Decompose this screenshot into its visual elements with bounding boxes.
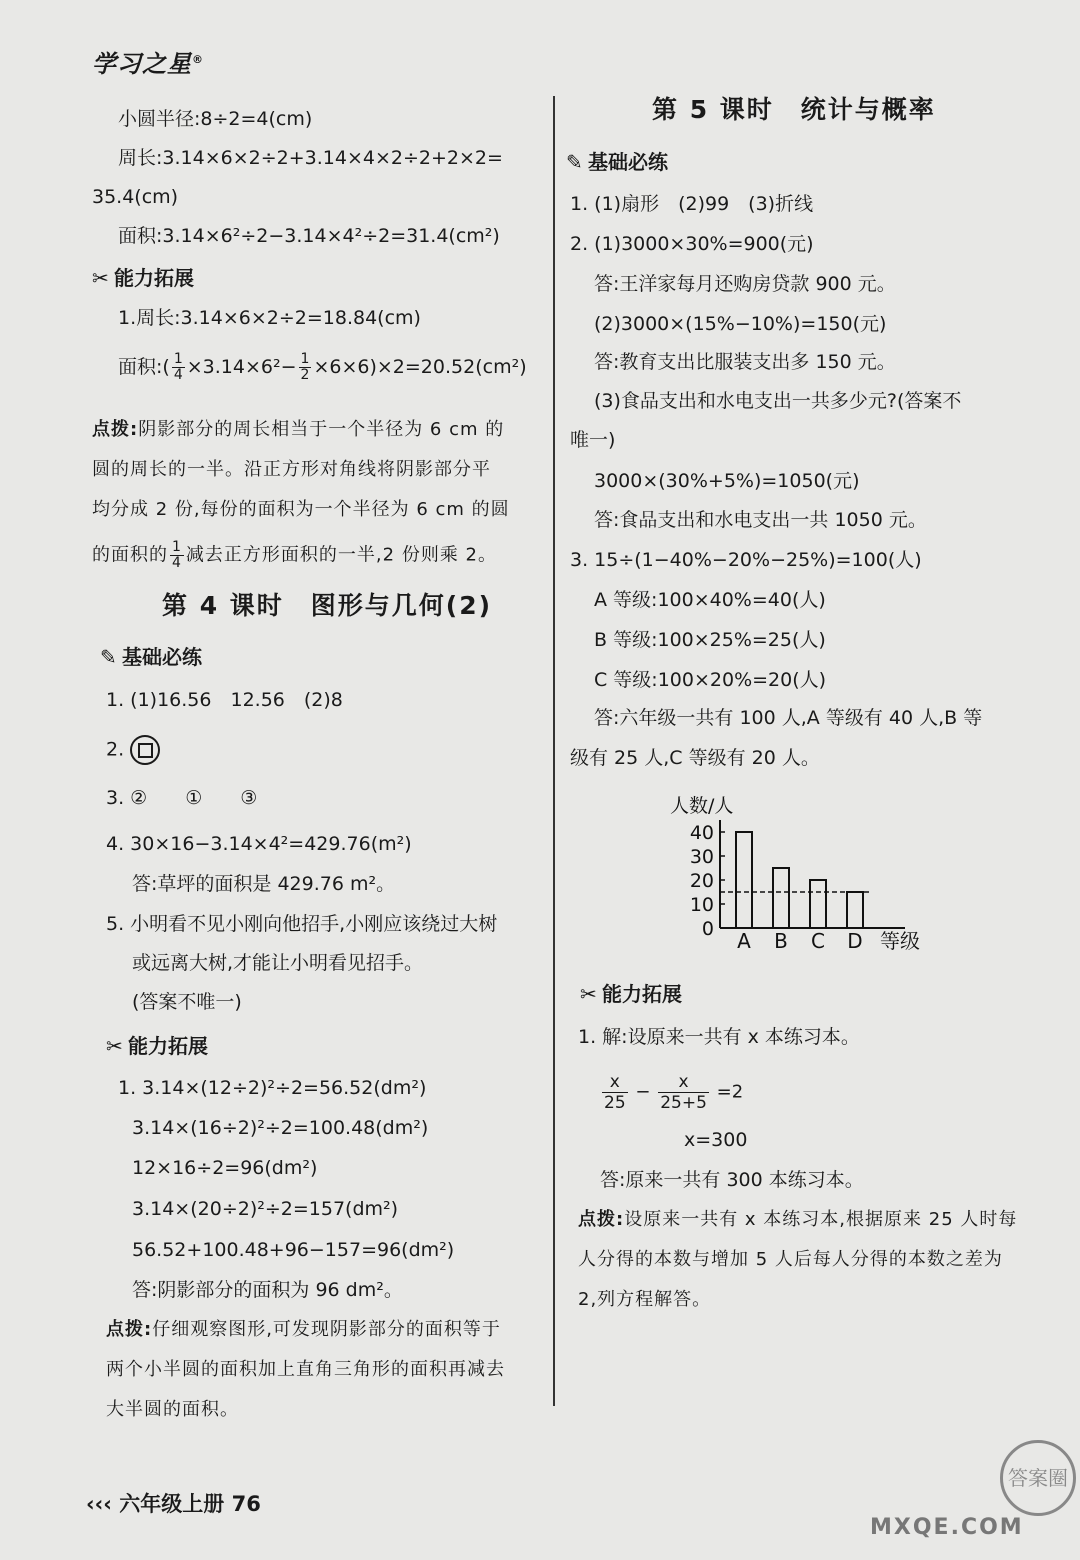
bar-A [736,832,752,928]
hint-1-line-1: 点拨:阴影部分的周长相当于一个半径为 6 cm 的 [92,419,505,440]
q2-answer: 2. [106,735,160,765]
x-tick-label-D: D [847,929,863,953]
y-tick-label: 20 [689,870,714,892]
y-tick-label: 0 [701,918,714,940]
watermark-url: MXQE.COM [870,1515,1024,1540]
x-axis-label: 等级 [880,929,920,953]
hint-1-line-2: 圆的周长的一半。沿正方形对角线将阴影部分平 [92,459,491,480]
hint-3-line-1: 点拨:设原来一共有 x 本练习本,根据原来 25 人时每 [578,1209,1018,1230]
hint-1-line-4: 的面积的 $\frac{1}{4}$ 减去正方形面积的一半,2 份则乘 2。 [92,539,497,571]
left-line-4: 面积:3.14×6²÷2−3.14×4²÷2=31.4(cm²) [118,225,500,247]
r3-line: 答:王洋家每月还购房贷款 900 元。 [594,273,896,295]
hint-2-line-3: 大半圆的面积。 [106,1399,239,1420]
r14-line: 答:六年级一共有 100 人,A 等级有 40 人,B 等 [594,707,983,729]
s1-line: 1. 解:设原来一共有 x 本练习本。 [578,1026,860,1048]
grade-label: 六年级上册 [119,1492,225,1516]
q4-reply: 答:草坪的面积是 429.76 m²。 [132,873,396,895]
bar-C [810,880,826,928]
circle-square-figure [130,735,160,765]
hint-2-line-2: 两个小半圆的面积加上直角三角形的面积再减去 [106,1359,505,1380]
column-divider [553,96,555,1406]
x-tick-label-A: A [737,929,751,953]
p6-line: 答:阴影部分的面积为 96 dm²。 [132,1279,403,1301]
page-footer [86,1488,261,1518]
chevrons-left-icon: ‹‹‹ [86,1492,112,1516]
brand-logo: 学习之星® [92,50,204,78]
bar-B [773,868,789,928]
r11-line: A 等级:100×40%=40(人) [594,589,826,611]
q1-answer: 1. (1)16.56 12.56 (2)8 [106,689,343,711]
r15-line: 级有 25 人,C 等级有 20 人。 [570,747,820,769]
q5-answer-2: 或远离大树,才能让小明看见招手。 [132,952,424,974]
r7-line: 唯一) [570,429,616,451]
hint-3-line-2: 人分得的本数与增加 5 人后每人分得的本数之差为 [578,1249,1003,1270]
p5-line: 56.52+100.48+96−157=96(dm²) [132,1239,455,1261]
section-nengli-3: ✂ 能力拓展 [580,982,682,1006]
r10-line: 3. 15÷(1−40%−20%−25%)=100(人) [570,549,922,571]
bar-D [847,892,863,928]
section-nengli-1: ✂ 能力拓展 [92,266,194,290]
scissors-icon: ✂ [106,1034,123,1058]
hint-1-line-3: 均分成 2 份,每份的面积为一个半径为 6 cm 的圆 [92,499,510,520]
section-nengli-2: ✂ 能力拓展 [106,1034,208,1058]
r5-line: 答:教育支出比服装支出多 150 元。 [594,351,896,373]
r12-line: B 等级:100×25%=25(人) [594,629,826,651]
lesson-4-title: 第 4 课时 图形与几何(2) [162,591,493,620]
r1-line: 1. (1)扇形 (2)99 (3)折线 [570,193,814,215]
pencil-icon: ✎ [100,645,117,669]
left-line-3: 35.4(cm) [92,186,179,208]
y-tick-label: 30 [689,846,714,868]
y-tick-label: 40 [689,822,714,844]
left-line-6: 面积:( $\frac{1}{4}$ ×3.14×6²− $\frac{1}{2}$ ×6×6)×2=20.52(cm²) [118,351,527,383]
left-line-2: 周长:3.14×6×2÷2+3.14×4×2÷2+2×2= [118,147,503,169]
r2-line: 2. (1)3000×30%=900(元) [570,233,814,255]
hint-3-line-3: 2,列方程解答。 [578,1289,712,1310]
x-tick-label-C: C [811,929,825,953]
scissors-icon: ✂ [580,982,597,1006]
left-line-1: 小圆半径:8÷2=4(cm) [118,108,313,130]
q4-answer: 4. 30×16−3.14×4²=429.76(m²) [106,833,412,855]
p3-line: 12×16÷2=96(dm²) [132,1157,318,1179]
y-axis-label: 人数/人 [670,795,734,817]
lesson-5-title: 第 5 课时 统计与概率 [652,95,936,124]
r13-line: C 等级:100×20%=20(人) [594,669,827,691]
p1-line: 1. 3.14×(12÷2)²÷2=56.52(dm²) [118,1077,427,1099]
y-tick-label: 10 [689,894,714,916]
p4-line: 3.14×(20÷2)²÷2=157(dm²) [132,1198,399,1220]
r8-line: 3000×(30%+5%)=1050(元) [594,470,860,492]
r6-line: (3)食品支出和水电支出一共多少元?(答案不 [594,390,962,412]
s3-line: x=300 [684,1129,748,1151]
r4-line: (2)3000×(15%−10%)=150(元) [594,313,887,335]
q5-answer-3: (答案不唯一) [132,991,242,1013]
x-tick-label-B: B [774,929,788,953]
p2-line: 3.14×(16÷2)²÷2=100.48(dm²) [132,1117,429,1139]
section-jichu-2: ✎ 基础必练 [566,150,668,174]
left-line-5: 1.周长:3.14×6×2÷2=18.84(cm) [118,307,421,329]
equation-line: $\frac{x}{25}$ − $\frac{x}{25+5}$ =2 [604,1072,744,1113]
section-jichu-1: ✎ 基础必练 [100,645,202,669]
q3-answer: 3. ② ① ③ [106,787,258,809]
s4-line: 答:原来一共有 300 本练习本。 [600,1169,864,1191]
page-number: 76 [231,1492,261,1516]
r9-line: 答:食品支出和水电支出一共 1050 元。 [594,509,927,531]
hint-2-line-1: 点拨:仔细观察图形,可发现阴影部分的面积等于 [106,1319,501,1340]
q5-answer: 5. 小明看不见小刚向他招手,小刚应该绕过大树 [106,913,498,935]
watermark-logo: 答案圈 [1000,1440,1076,1516]
pencil-icon: ✎ [566,150,583,174]
scissors-icon: ✂ [92,266,109,290]
bar-chart [650,778,950,953]
